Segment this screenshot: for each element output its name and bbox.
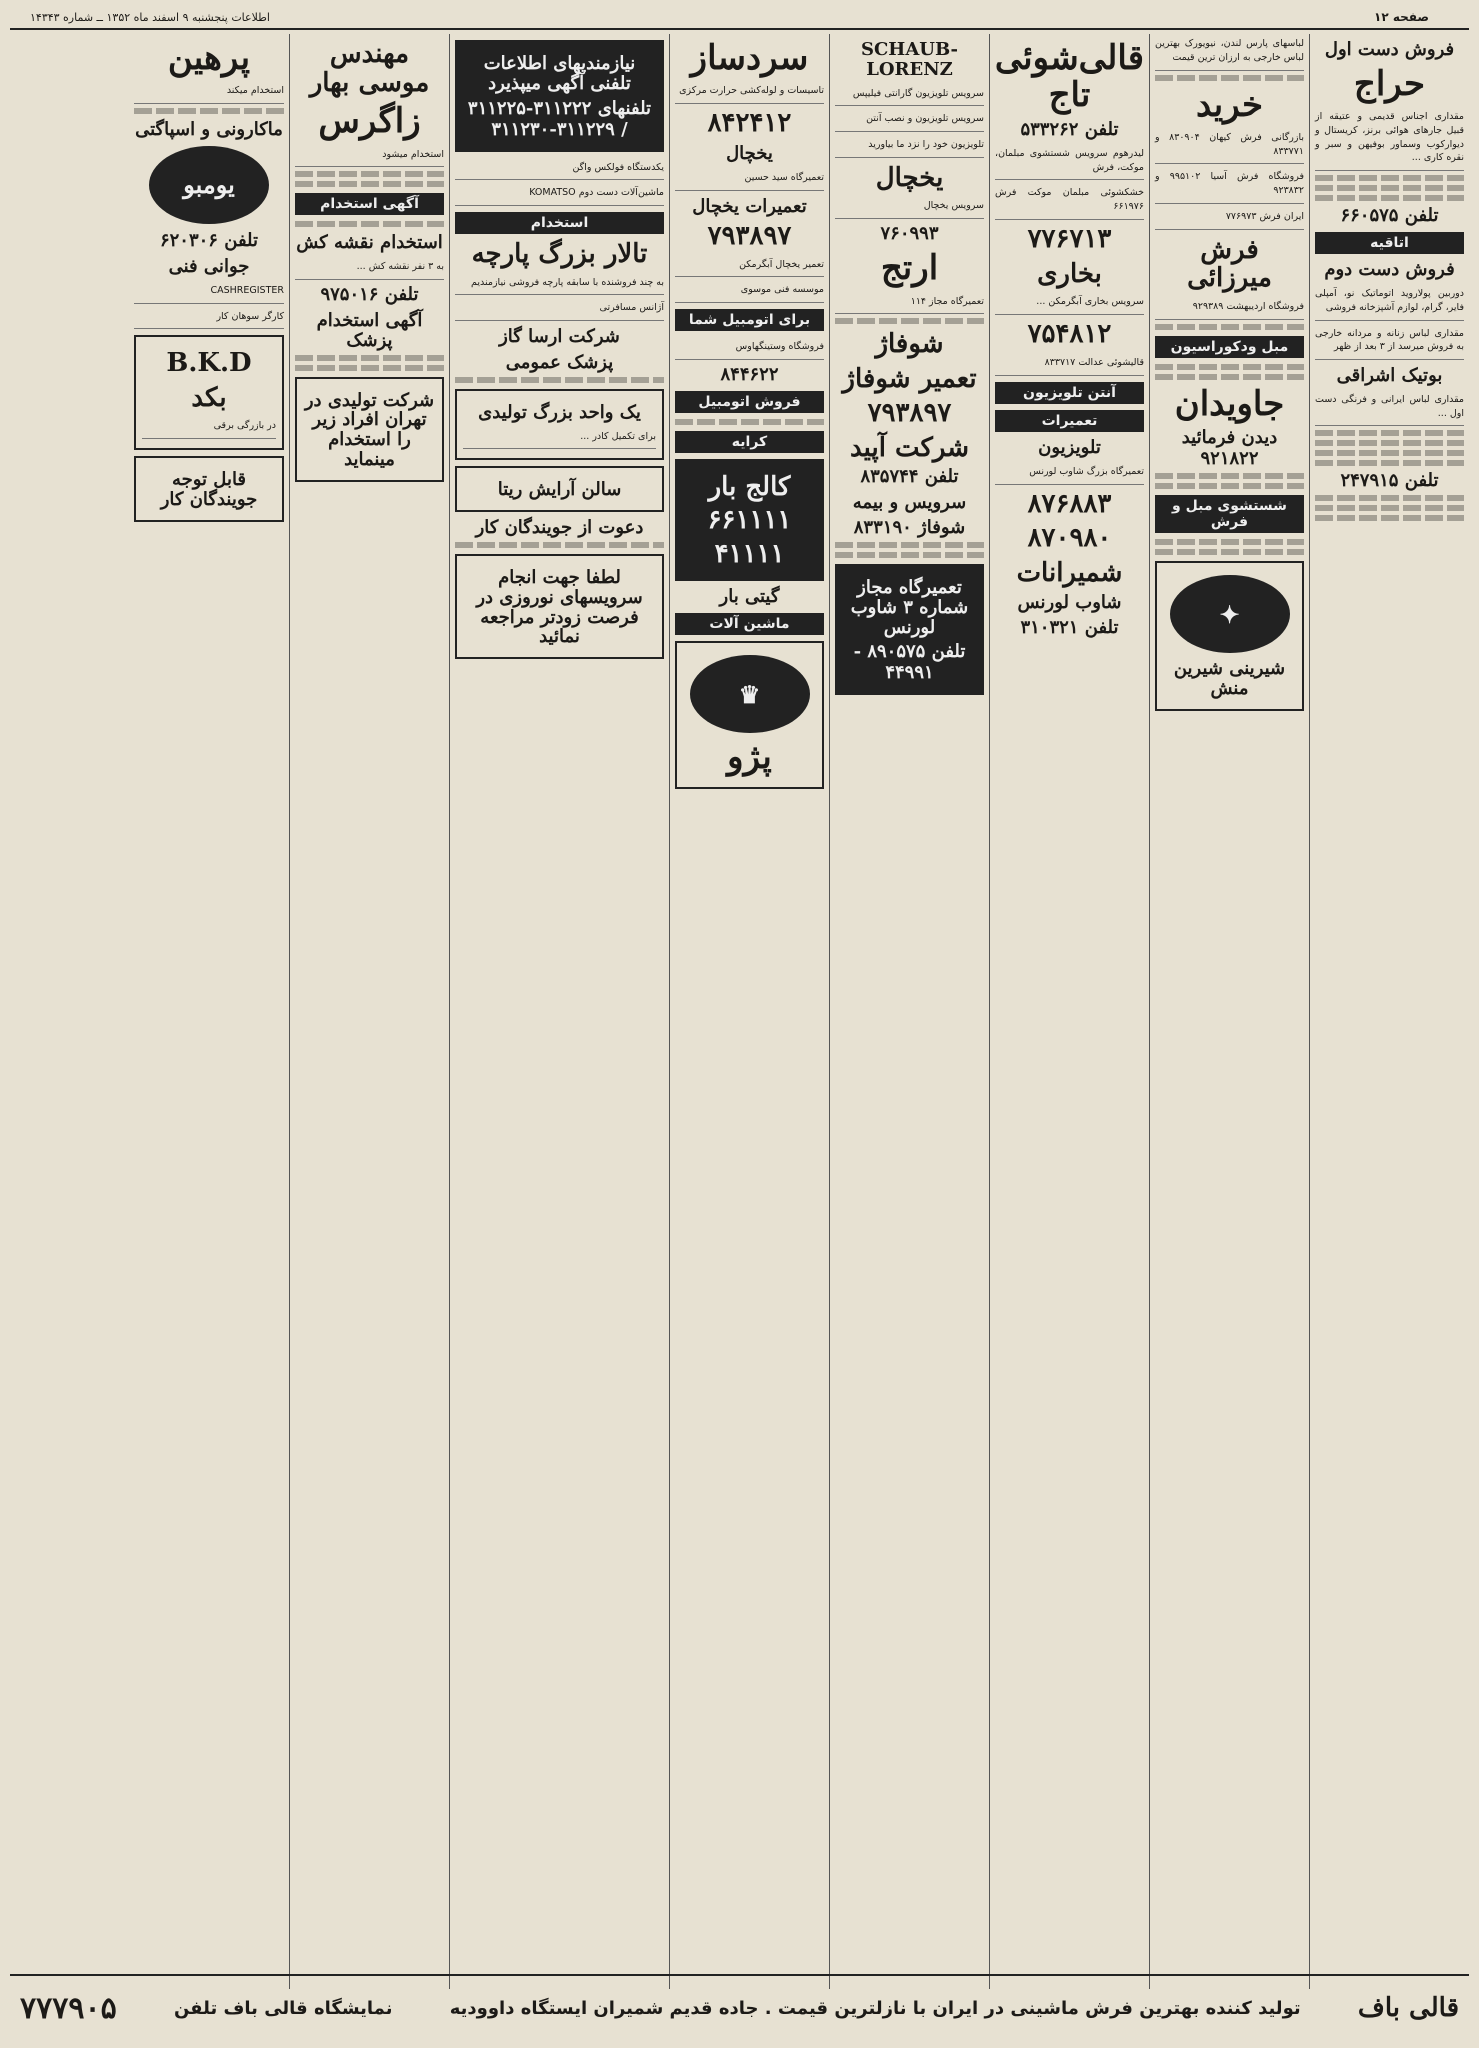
col6-banner1 [455, 40, 664, 152]
text-filler [1155, 364, 1304, 370]
col3-tel2: ۷۵۴۸۱۲ [1027, 319, 1112, 350]
col7-ad3: شرکت تولیدی در تهران افراد زیر را استخدام مینماید [304, 389, 435, 470]
yumbo-logo: یومبو [149, 146, 269, 224]
text-filler [1315, 440, 1464, 446]
text-filler [1155, 324, 1304, 330]
column-3 [989, 34, 1149, 1989]
col2-ad5: فروشگاه اردیبهشت ۹۲۹۳۸۹ [1155, 297, 1304, 320]
col2-logo-text: شیرینی شیرین منش [1173, 658, 1286, 699]
col5-peugeot-box [675, 641, 824, 788]
col7-title2: زاگرس [318, 101, 421, 142]
text-filler [1155, 549, 1304, 555]
col7-phone1: تلفن ۹۷۵۰۱۶ [320, 283, 419, 305]
text-filler [835, 542, 984, 548]
col4-banner-box [835, 564, 984, 695]
col6-title4: دعوت از جویندگان کار [475, 517, 644, 539]
col1-ad3: مقداری لباس زنانه و مردانه خارجی به فروش میرسد از ۳ بعد از ظهر [1315, 324, 1464, 361]
col2-logo-box [1155, 561, 1304, 711]
col5-ad2: تعمیرگاه سید حسین [675, 168, 824, 191]
col4-banner-phone: تلفن ۸۹۰۵۷۵ - ۴۴۹۹۱ [853, 641, 966, 684]
col1-bar: اتاقیه [1315, 232, 1464, 254]
text-filler [455, 542, 664, 548]
col4-title3: شوفاژ [875, 329, 944, 360]
col4-ad1: سرویس تلویزیون گارانتی فیلیپس [835, 84, 984, 107]
text-filler [1315, 450, 1464, 456]
text-filler [1315, 495, 1464, 501]
col1-ad4: بوتیک اشراقی [1336, 365, 1443, 387]
footer-phone: ۷۷۷۹۰۵ [20, 1990, 117, 2026]
text-filler [1315, 430, 1464, 436]
col3-ad3: سرویس بخاری آبگرمکن ... [995, 292, 1144, 315]
col1-title1: فروش دست اول [1324, 39, 1455, 60]
col6-rita-box [455, 466, 664, 512]
col6-banner2: سالن آرایش ریتا [497, 479, 622, 501]
col1-ad5: مقداری لباس ایرانی و فرنگی دست اول ... [1315, 390, 1464, 427]
col2-bar: مبل ودکوراسیون [1155, 336, 1304, 358]
col5-title2: یخچال [726, 143, 773, 165]
col6-ad2: ماشین‌آلات دست دوم KOMATSO [455, 183, 664, 206]
col1-phone2: تلفن ۲۴۷۹۱۵ [1340, 470, 1439, 492]
col8-phone1: تلفن ۶۲۰۳۰۶ [159, 229, 259, 251]
issue-line: اطلاعات پنجشنبه ۹ اسفند ماه ۱۳۵۲ ــ شماره ۱۴۳۴۳ [30, 10, 270, 24]
col8-ad2: CASHREGISTER [134, 281, 284, 304]
col4-title6: سرویس و بیمه [852, 492, 967, 514]
col3-title3: تلویزیون [1038, 436, 1101, 458]
col3-ad5: تعمیرگاه بزرگ شاوب لورنس [995, 462, 1144, 485]
col4-tel1: ۷۶۰۹۹۳ [880, 223, 939, 245]
col5-tel4: ۶۶۱۱۱۱ [707, 505, 792, 536]
text-filler [1155, 539, 1304, 545]
footer-text: تولید کننده بهترین فرش ماشینی در ایران با نازلترین قیمت . جاده قدیم شمیران ایستگاه داوودیه [449, 1997, 1301, 2019]
col6-title3: یک واحد بزرگ تولیدی [478, 401, 641, 423]
shirinmanesh-logo-icon: ✦ [1170, 575, 1290, 653]
col4-ad3: تلویزیون خود را نزد ما بیاورید [835, 135, 984, 158]
footer-brand: قالی باف [1357, 1993, 1459, 2023]
col8-title4: B.K.D [166, 348, 252, 379]
col8-title2: ماکارونی و اسپاگتی [135, 119, 283, 141]
text-filler [835, 318, 984, 324]
text-filler [1155, 75, 1304, 81]
col2-ad3: فروشگاه فرش آسیا ۹۹۵۱۰۲ و ۹۲۳۸۳۲ [1155, 167, 1304, 204]
col4-title2: ارتج [880, 248, 939, 289]
col3-phone1: تلفن ۵۳۳۲۶۲ [1020, 118, 1119, 140]
col4-phone2: شوفاژ ۸۳۳۱۹۰ [853, 516, 966, 538]
col5-tel3: ۸۴۴۶۲۲ [720, 363, 779, 385]
col5-tel2: ۷۹۳۸۹۷ [707, 220, 792, 251]
column-1 [1309, 34, 1469, 1989]
col6-ad3: به چند فروشنده با سابقه پارچه فروشی نیازمندیم [455, 273, 664, 296]
col2-ad4: ایران فرش ۷۷۶۹۷۳ [1155, 207, 1304, 230]
col5-bar4: ماشین آلات [675, 613, 824, 635]
col8-title5: بکد [191, 382, 227, 413]
col5-tel5: ۴۱۱۱۱ [714, 539, 785, 570]
col5-tel1: ۸۴۲۴۱۲ [707, 108, 792, 139]
text-filler [455, 377, 664, 383]
col3-tel3: ۸۷۶۸۸۳ [1027, 488, 1112, 519]
col4-brand: SCHAUB-LORENZ [860, 39, 958, 80]
text-filler [1315, 195, 1464, 201]
col6-banner1-tel: تلفنهای ۳۱۱۲۲۲-۳۱۱۲۲۵ / ۳۱۱۲۲۹-۳۱۱۲۳۰ [467, 97, 652, 140]
text-filler [295, 171, 444, 177]
col4-phone1: تلفن ۸۳۵۷۴۴ [860, 466, 959, 488]
col8-ad4: در بازرگی برقی [142, 416, 276, 439]
column-6 [449, 34, 669, 1989]
col8-jobs-box [134, 456, 284, 522]
col2-title3: جاویدان [1174, 383, 1285, 424]
col3-tel1: ۷۷۶۷۱۳ [1027, 223, 1112, 254]
col6-ad5: شرکت ارسا گاز [499, 326, 620, 348]
col8-ad1: استخدام میکند [134, 81, 284, 104]
column-7 [289, 34, 449, 1989]
col3-ad6: شاوب لورنس [1017, 592, 1122, 614]
col1-title3: فروش دست دوم [1324, 259, 1455, 281]
col8-title3: جوانی فنی [168, 255, 250, 277]
text-filler [295, 355, 444, 361]
col5-banner: پژو [727, 737, 772, 778]
col7-title4: آگهی استخدام پزشک [316, 309, 423, 351]
col6-banner3-box [455, 554, 664, 659]
page-number: صفحه ۱۲ [1374, 10, 1429, 24]
text-filler [1315, 185, 1464, 191]
col1-ad2: دوربین پولاروید اتوماتیک نو، آمپلی فایر، گرام، لوازم آشپزخانه فروشی [1315, 284, 1464, 321]
col7-factory-box [295, 377, 444, 482]
col3-tel4: ۸۷۰۹۸۰ [1027, 522, 1112, 553]
col3-bar2: تعمیرات [995, 410, 1144, 432]
col6-title2: پزشک عمومی [505, 352, 614, 374]
col3-title4: شمیرانات [1016, 557, 1123, 588]
col7-bar: آگهی استخدام [295, 193, 444, 215]
col5-bar: برای اتومبیل شما [675, 309, 824, 331]
col1-title2: حراج [1353, 63, 1426, 104]
masthead [10, 6, 1469, 30]
col2-ad1: لباسهای پارس لندن، نیویورک بهترین لباس خارجی به ارزان ترین قیمت [1155, 34, 1304, 71]
text-filler [1315, 175, 1464, 181]
col6-ad4: آژانس مسافرتی [455, 298, 664, 321]
text-filler [1155, 473, 1304, 479]
col4-title4: تعمیر شوفاژ [842, 364, 977, 394]
col6-factory-box [455, 389, 664, 461]
col3-ad2: خشکشوئی مبلمان موکت فرش ۶۶۱۹۷۶ [995, 183, 1144, 220]
text-filler [1155, 483, 1304, 489]
col6-ad1: یکدستگاه فولکس واگن [455, 158, 664, 181]
col2-title1: خرید [1195, 84, 1264, 125]
text-filler [1315, 505, 1464, 511]
text-filler [675, 419, 824, 425]
col5-bar3: کرایه [675, 431, 824, 453]
col4-tel2: ۷۹۳۸۹۷ [867, 397, 952, 428]
col3-bar: آنتن تلویزیون [995, 382, 1144, 404]
col3-title1: قالی‌شوئی تاج [994, 38, 1144, 116]
footer-show: نمایشگاه قالی باف تلفن [173, 1997, 393, 2019]
text-filler [295, 221, 444, 227]
col6-bar: استخدام [455, 212, 664, 234]
column-2 [1149, 34, 1309, 1989]
col8-bkd-box [134, 335, 284, 450]
col5-title5: گیتی بار [719, 586, 780, 608]
col3-ad4: قالیشوئی عدالت ۸۳۳۷۱۷ [995, 353, 1144, 376]
col5-collegebar-box [675, 459, 824, 582]
col4-title1: یخچال [875, 162, 944, 193]
col5-ad3: تعمیر یخچال آبگرمکن [675, 255, 824, 278]
col1-ad1: مقداری اجناس قدیمی و عتیقه از قبیل جارهای هوائی برنز، کریستال و دیوارکوب وسماور بوفیهن و سبر و نقره کاری ... [1315, 107, 1464, 171]
text-filler [295, 365, 444, 371]
text-filler [1315, 515, 1464, 521]
col7-ad2: به ۳ نفر نقشه کش ... [295, 257, 444, 280]
col2-phone1: دیدن فرمائید ۹۲۱۸۲۲ [1181, 427, 1278, 470]
text-filler [1315, 460, 1464, 466]
col1-phone1: تلفن ۶۶۰۵۷۵ [1340, 205, 1439, 227]
col5-title1: سردساز [690, 38, 809, 78]
col4-ad4: سرویس یخچال [835, 196, 984, 219]
col2-title2: فرش میرزائی [1187, 234, 1272, 294]
col8-title1: پرهین [167, 38, 251, 78]
col4-ad5: تعمیرگاه مجاز ۱۱۴ [835, 292, 984, 315]
col7-title3: استخدام نقشه کش [296, 232, 443, 254]
column-8 [129, 34, 289, 1989]
col4-title5: شرکت آپید [849, 432, 970, 463]
peugeot-lion-icon: ♛ [690, 655, 810, 733]
col7-title1: مهندس موسی بهار [309, 39, 430, 98]
col6-ad6: برای تکمیل کادر ... [463, 427, 656, 450]
footer-banner [10, 1974, 1469, 2040]
col7-ad1: استخدام میشود [295, 145, 444, 168]
columns [10, 34, 1469, 1989]
col6-title1: تالار بزرگ پارچه [471, 239, 648, 270]
col4-ad2: سرویس تلویزیون و نصب آنتن [835, 109, 984, 132]
text-filler [1155, 374, 1304, 380]
col3-title2: بخاری [1037, 258, 1102, 289]
col5-bar2: فروش اتومبیل [675, 391, 824, 413]
text-filler [134, 108, 284, 114]
text-filler [295, 181, 444, 187]
col3-ad1: لیدرهوم سرویس شستشوی مبلمان، موکت، فرش [995, 144, 1144, 181]
col3-phone2: تلفن ۳۱۰۳۲۱ [1020, 616, 1119, 638]
col6-banner3: لطفا جهت انجام سرویسهای نوروزی در فرصت زودتر مراجعه نمائید [476, 567, 643, 648]
col4-banner: تعمیرگاه مجاز شماره ۳ شاوب لورنس [850, 576, 969, 638]
col6-banner1-text: نیازمندیهای اطلاعات تلفنی آگهی میپذیرد [483, 53, 636, 94]
text-filler [835, 552, 984, 558]
col5-title3: تعمیرات یخچال [692, 195, 807, 217]
column-5 [669, 34, 829, 1989]
col5-ad1: تاسیسات و لوله‌کشی حرارت مرکزی [675, 81, 824, 104]
col5-ad4: موسسه فنی موسوی [675, 280, 824, 303]
col2-ad2: بازرگانی فرش کیهان ۸۳۰۹۰۴ و ۸۳۳۷۷۱ [1155, 128, 1304, 165]
col8-title6: قابل توجه جویندگان کار [160, 469, 258, 511]
col2-bar2: شستشوی مبل و فرش [1155, 495, 1304, 533]
column-4 [829, 34, 989, 1989]
col5-title4: کالج بار [708, 471, 791, 502]
col8-ad3: کارگر سوهان کار [134, 307, 284, 330]
col5-ad5: فروشگاه وستینگهاوس [675, 337, 824, 360]
